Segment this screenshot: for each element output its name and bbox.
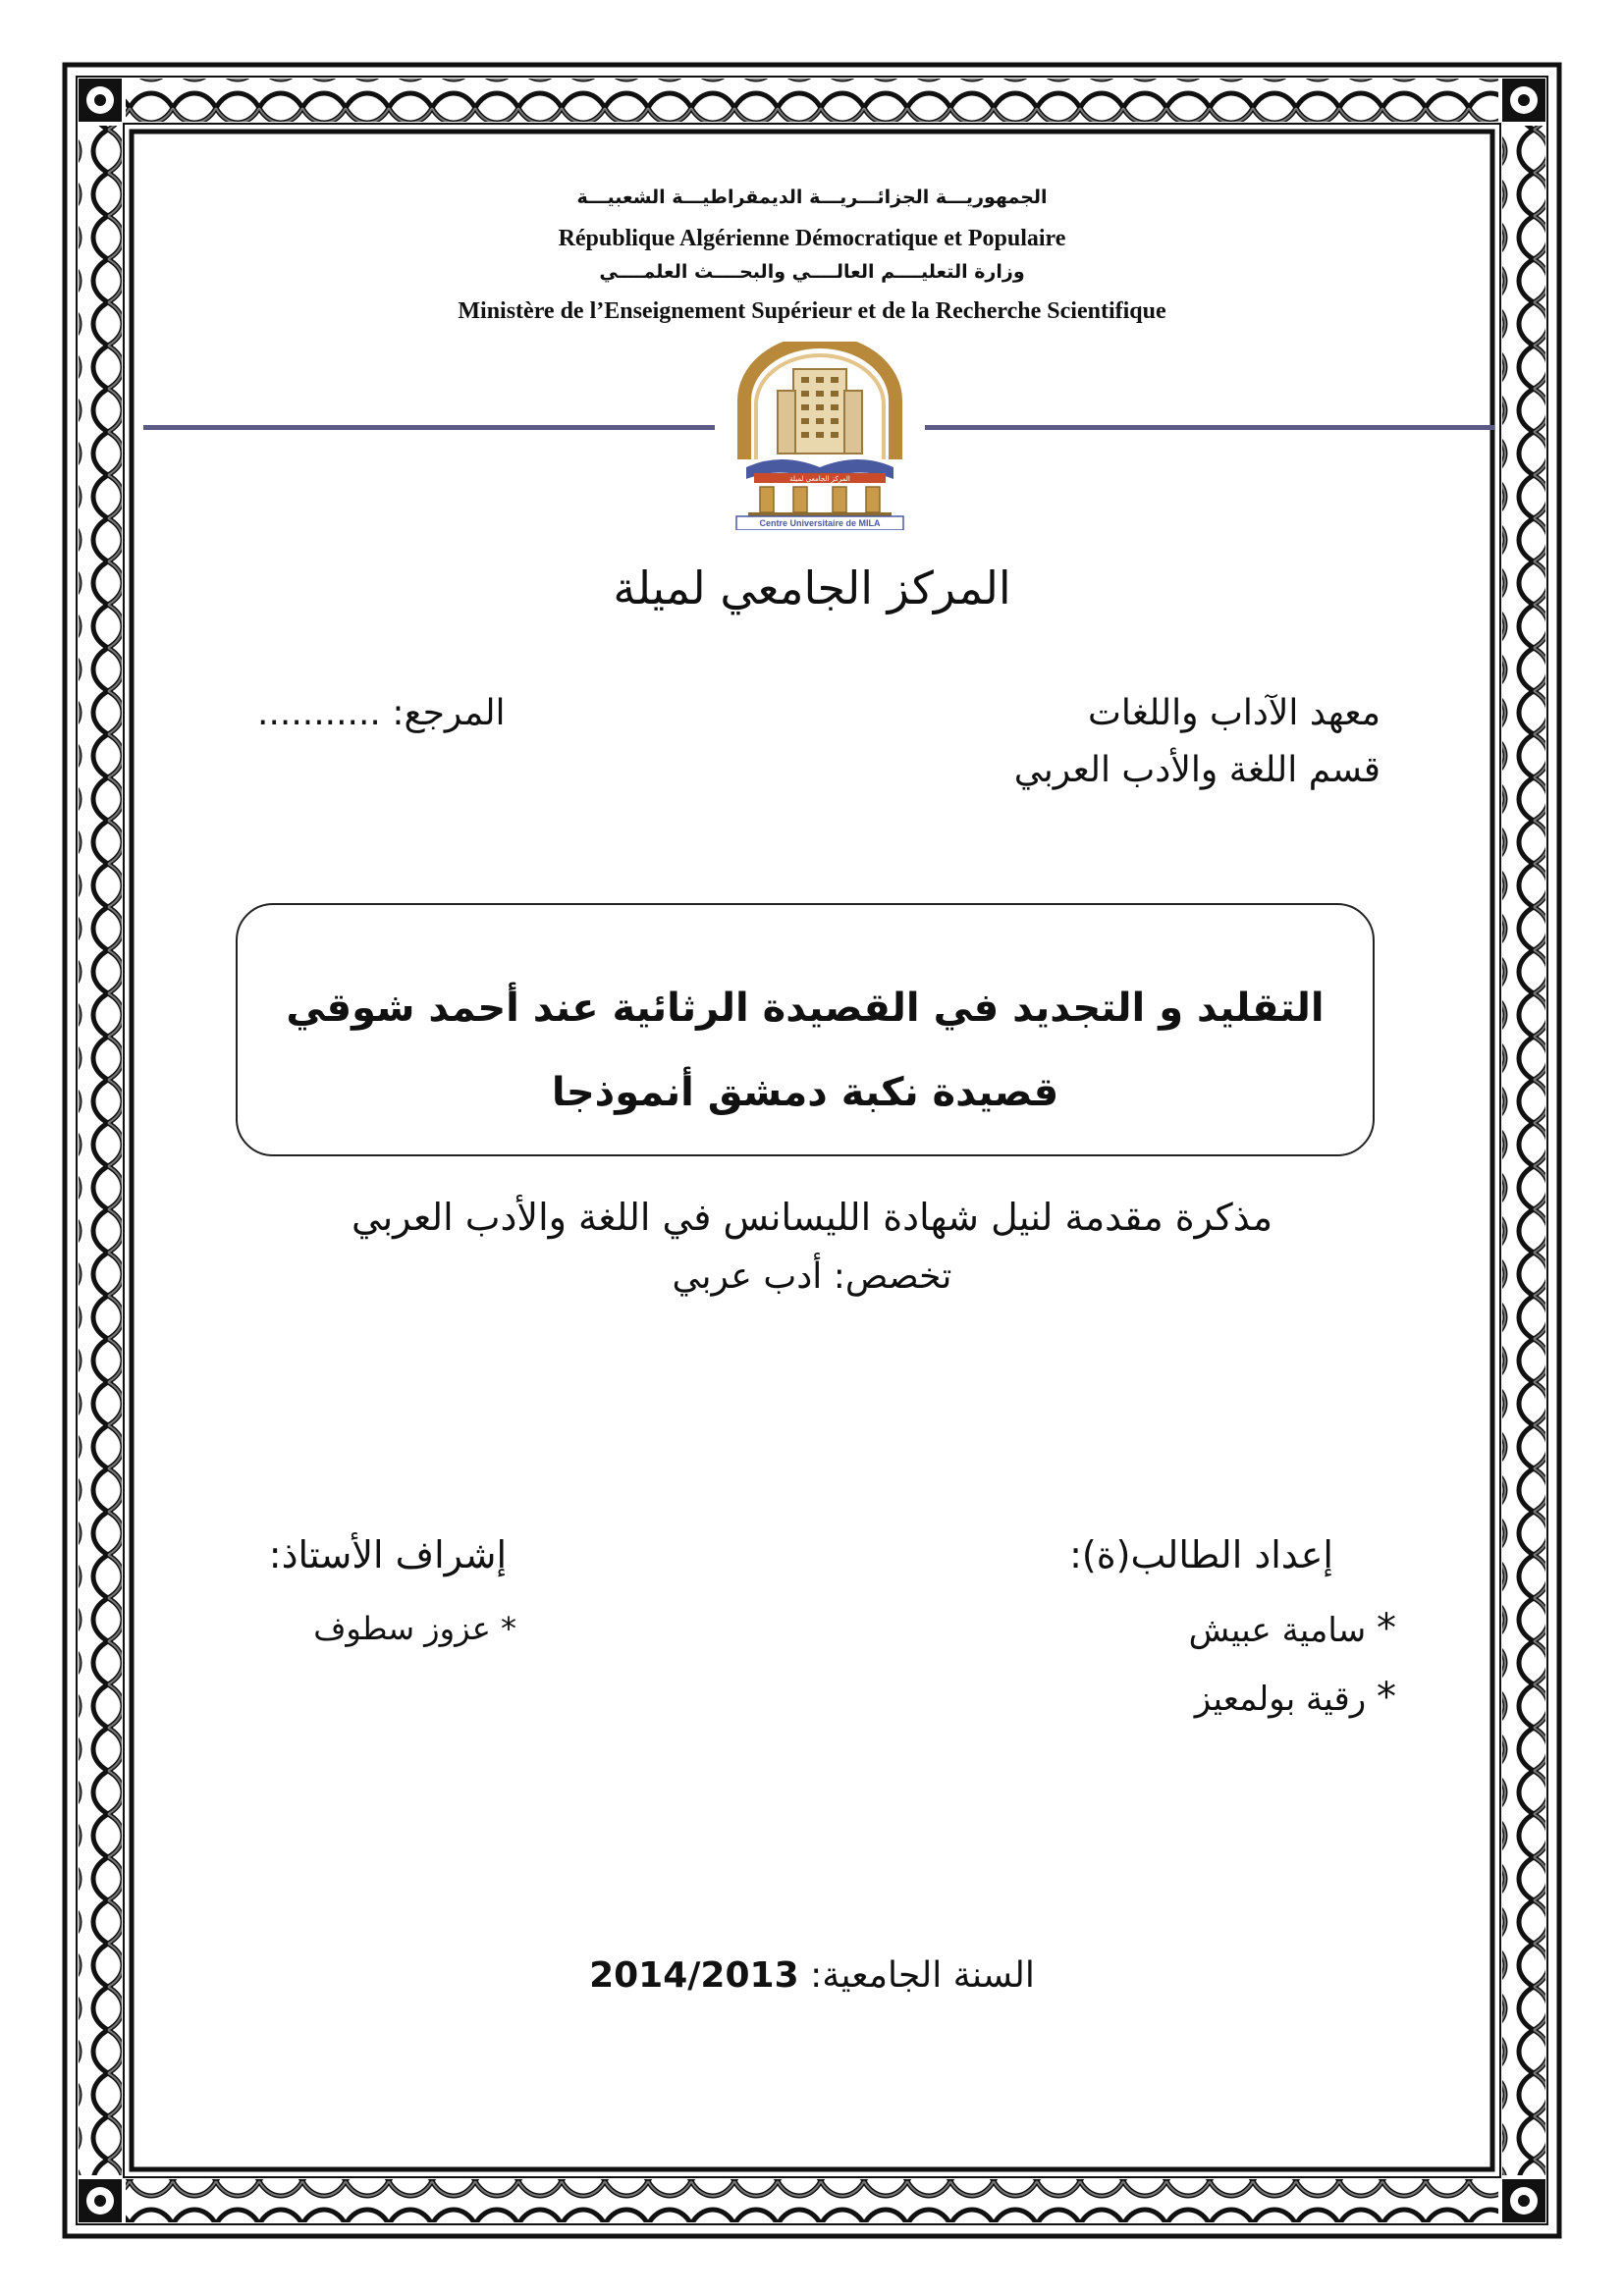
republic-arabic: الجمهوريـــة الجزائـــريـــة الديمقراطيـــة الشعبيـــة [576,187,1048,208]
department-name: قسم اللغة والأدب العربي [1013,750,1380,790]
logo-caption: Centre Universitaire de MILA [759,518,881,528]
university-logo [727,342,913,530]
professor-name: عزوز سطوف [313,1610,491,1647]
academic-year-value: 2014/2013 [589,1955,799,1996]
student-name-2: رقية بولمعيز [1194,1680,1367,1719]
ministry-arabic: وزارة التعليــــم العالــــي والبحــــث العلمــــي [599,261,1025,283]
corner-ornament-bl [79,2179,122,2222]
institution-name: المركز الجامعي لميلة [613,561,1011,614]
reference-value: ........... [257,693,381,733]
reference-line [257,693,506,733]
header-rule-left [143,425,715,430]
ministry-french: Ministère de l’Enseignement Supérieur et de la Recherche Scientifique [458,298,1166,324]
specialty-value: أدب عربي [672,1256,823,1297]
thesis-title-line-2: قصيدة نكبة دمشق أنموذجا [551,1070,1059,1115]
thesis-title-box [236,903,1375,1156]
prepared-by-label: إعداد الطالب(ة): [1069,1533,1333,1576]
student-item-1 [1189,1606,1396,1651]
corner-ornament-tl [79,79,122,122]
supervision-label: إشراف الأستاذ: [268,1533,507,1576]
thesis-title-line-1: التقليد و التجديد في القصيدة الرثائية عند أحمد شوقي [286,986,1325,1031]
bullet-asterisk-icon: * [501,1610,516,1647]
academic-year-line [550,1955,1074,1996]
specialty-line [550,1256,1074,1297]
student-name-1: سامية عبيش [1188,1611,1367,1650]
logo-banner-text: المركز الجامعي لميلة [789,475,850,483]
student-item-2 [1195,1675,1396,1720]
specialty-label: تخصص: [833,1256,952,1297]
republic-french: République Algérienne Démocratique et Populaire [558,226,1066,251]
bullet-asterisk-icon: * [1377,1675,1396,1720]
academic-year-label: السنة الجامعية: [810,1955,1035,1996]
professor-item [304,1610,516,1647]
bullet-asterisk-icon: * [1377,1606,1396,1651]
reference-label: المرجع: [392,693,506,733]
corner-ornament-tr [1502,79,1545,122]
thesis-purpose: مذكرة مقدمة لنيل شهادة الليسانس في اللغة والأدب العربي [351,1196,1273,1239]
header-rule-right [925,425,1494,430]
corner-ornament-br [1502,2179,1545,2222]
institute-name: معهد الآداب واللغات [1088,693,1380,733]
